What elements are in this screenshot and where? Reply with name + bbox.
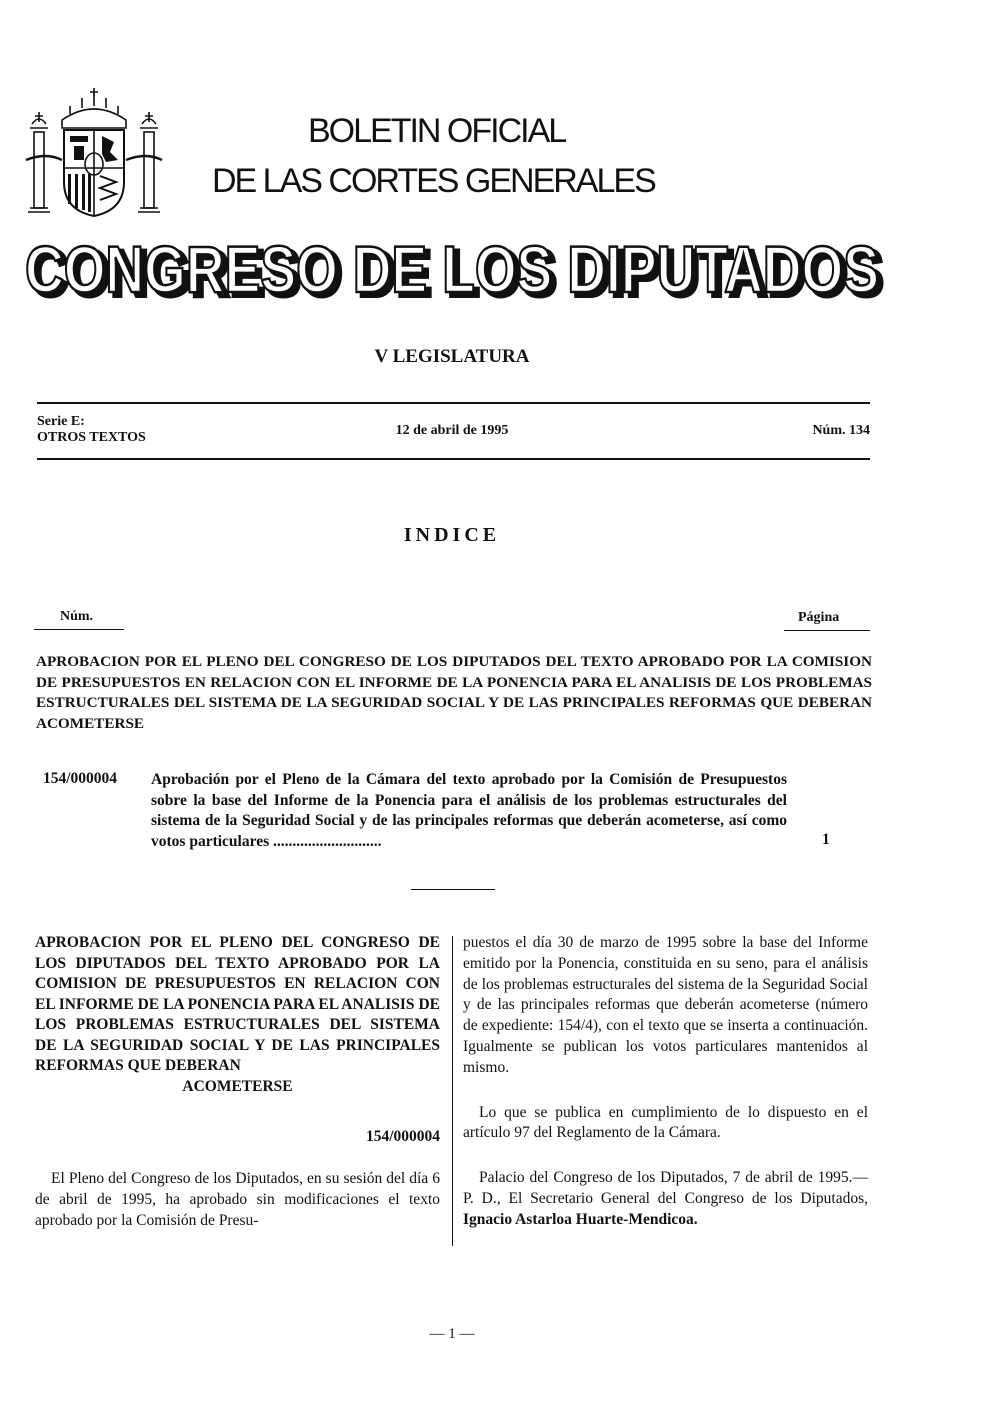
index-col-num: Núm. [60, 609, 94, 624]
body-paragraph-3 [463, 1168, 868, 1230]
body-paragraph-1-part1: El Pleno del Congreso de los Diputados, en su sesión del día 6 de abril de 1995, ha aprobado sin modificaciones el texto aprobado por la Comisión de Presu- [35, 1170, 440, 1229]
index-entry-title: Aprobación por el Pleno de la Cámara del texto aprobado por la Comisión de Presupuestos sobre la base del Informe de la Ponencia para el análisis de los problemas estructurales del sistema de la Seguridad Social y de las principales reformas que deberán acometerse, así como votos particulares [151, 771, 787, 850]
index-section-heading: APROBACION POR EL PLENO DEL CONGRESO DE LOS DIPUTADOS DEL TEXTO APROBADO POR LA COMISION DE PRESUPUESTOS EN RELACION CON EL INFORME DE LA PONENCIA PARA EL ANALISIS DE LOS PROBLEMAS ESTRUCTURALES DEL SISTEMA DE LA SEGURIDAD SOCIAL Y DE LAS PRINCIPALES REFORMAS QUE DEBERAN ACOMETERSE [36, 653, 872, 732]
section-separator [411, 889, 495, 890]
bulletin-title-line1: BOLETIN OFICIAL [308, 112, 566, 150]
legislature-label: V LEGISLATURA [374, 346, 530, 367]
header-rule-bottom [37, 458, 870, 460]
column-divider [452, 936, 453, 1246]
body-paragraph-1-part2: puestos el día 30 de marzo de 1995 sobre la base del Informe emitido por la Ponencia, constituida en su seno, para el análisis de los problemas estructurales del sistema de la Seguridad Social y de las principales reformas que deberán acometerse (número de expediente: 154/4), con el texto que se inserta a continuación. Igualmente se publican los votos particulares mantenidos al mismo. [463, 934, 868, 1076]
body-heading-last-line: ACOMETERSE [182, 1077, 293, 1095]
issue-date: 12 de abril de 1995 [395, 423, 509, 438]
body-right-column [463, 933, 868, 1231]
index-col-page: Página [798, 610, 840, 625]
body-file-code: 154/000004 [365, 1128, 440, 1145]
series-line2: OTROS TEXTOS [37, 430, 146, 445]
chamber-name-banner [20, 232, 890, 314]
index-col-page-rule [784, 630, 870, 631]
body-heading: APROBACION POR EL PLENO DEL CONGRESO DE LOS DIPUTADOS DEL TEXTO APROBADO POR LA COMISION DE PRESUPUESTOS EN RELACION CON EL INFORME DE LA PONENCIA PARA EL ANALISIS DE LOS PROBLEMAS ESTRUCTURALES DEL SISTEMA DE LA SEGURIDAD SOCIAL Y DE LAS PRINCIPALES REFORMAS QUE DEBERAN [35, 934, 440, 1074]
index-entry-code: 154/000004 [43, 770, 118, 787]
index-entry-page: 1 [822, 831, 830, 848]
series-line1: Serie E: [37, 414, 85, 429]
chamber-name: CONGRESO DE LOS DIPUTADOS [25, 232, 879, 306]
svg-text:CONGRESO DE LOS DIPUTADOS: CONGRESO DE LOS DIPUTADOS [30, 236, 884, 310]
page-number: — 1 — [429, 1326, 475, 1342]
body-closing-text: Palacio del Congreso de los Diputados, 7 de abril de 1995.—P. D., El Secretario General del Congreso de los Diputados, [463, 1169, 868, 1207]
body-left-column [35, 933, 440, 1231]
bulletin-title-line2: DE LAS CORTES GENERALES [212, 162, 655, 200]
signatory-name: Ignacio Astarloa Huarte-Mendicoa. [463, 1210, 698, 1228]
spanish-coat-of-arms-icon [22, 84, 166, 220]
body-paragraph-2: Lo que se publica en cumplimiento de lo dispuesto en el artículo 97 del Reglamento de la Cámara. [463, 1103, 868, 1142]
index-entry-text [151, 770, 787, 852]
index-entry-leader: ............................ [269, 832, 382, 850]
index-col-num-rule [34, 629, 124, 630]
index-title: INDICE [403, 524, 501, 546]
header-rule-top [37, 402, 870, 404]
issue-number: Núm. 134 [812, 423, 870, 438]
